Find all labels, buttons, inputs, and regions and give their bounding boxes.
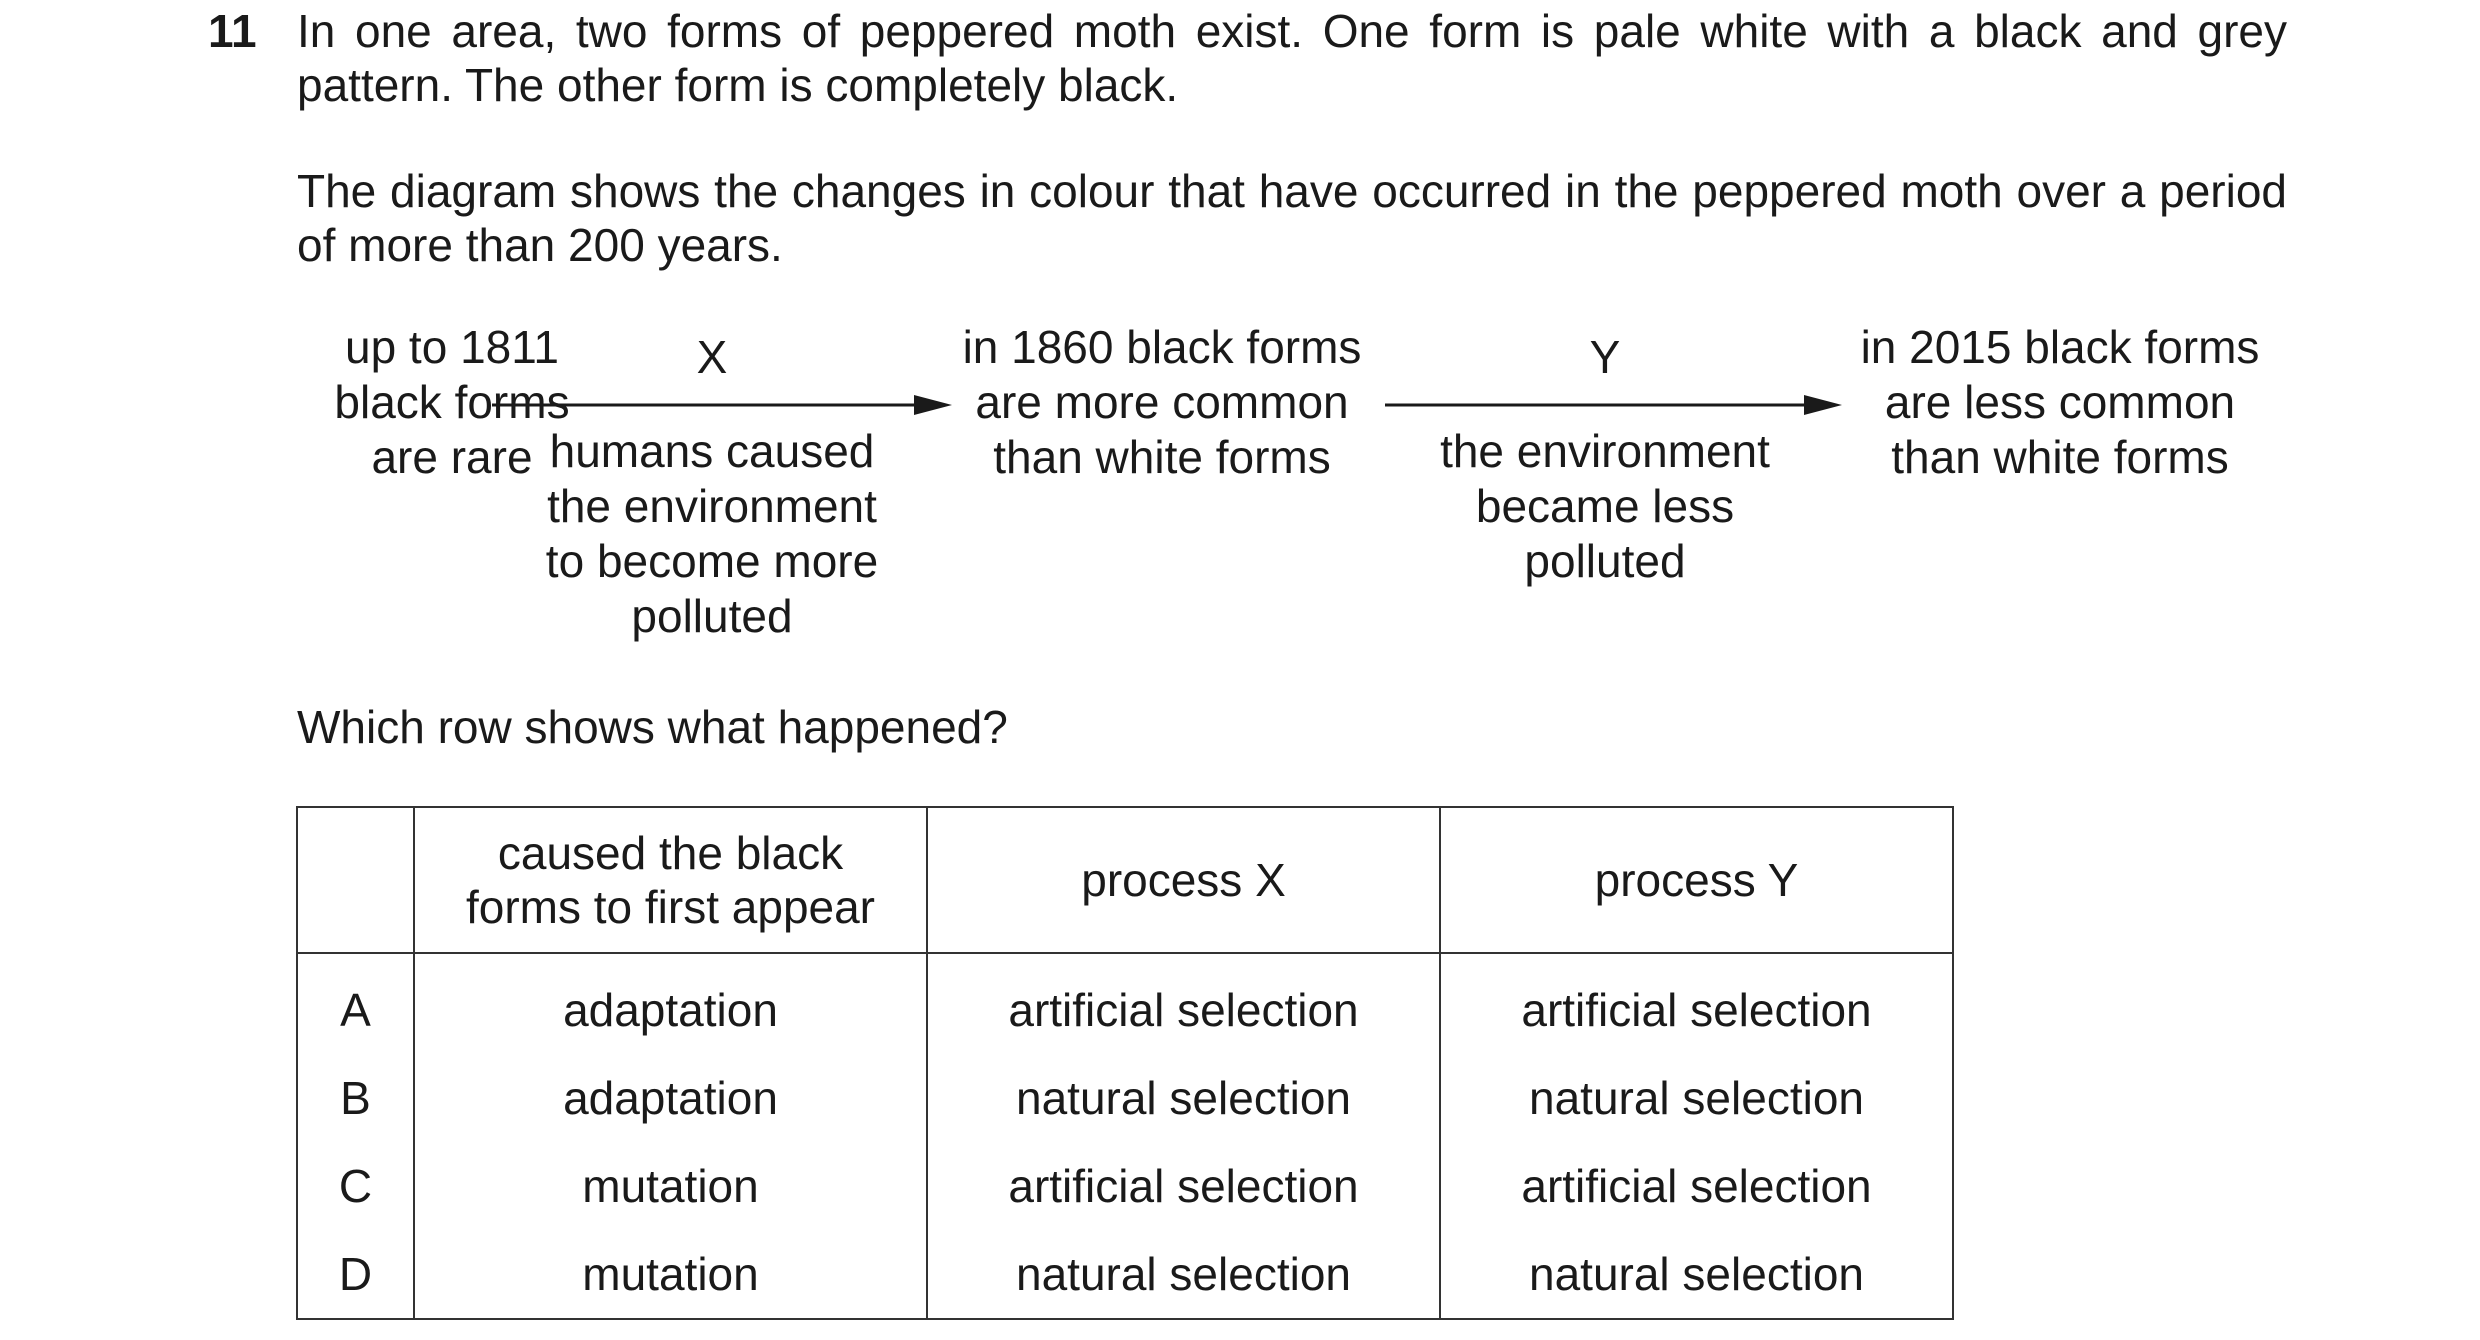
diagram-description-line-1: The diagram shows the changes in colour that have occurred in the peppered moth over a period [297,165,2287,217]
question-prompt: Which row shows what happened? [297,701,1008,753]
table-row [297,953,1953,1054]
intro-line-1: In one area, two forms of peppered moth exist. One form is pale white with a black and grey [297,5,2287,57]
arrow-x-caption-line-1: humans caused [549,425,875,477]
arrow-y-caption-line-2: became less [1475,480,1735,532]
stage-2015-line-2: are less common [1884,376,2236,428]
intro-line-2: pattern. The other form is completely black. [297,59,1179,111]
cell-process-y: artificial selection [1440,1142,1953,1230]
cell-cause: mutation [414,1230,927,1319]
cell-cause: adaptation [414,953,927,1054]
arrow-x-label: X [696,331,728,383]
header-cause [414,807,927,953]
arrow-y-caption-line-3: polluted [1524,535,1686,587]
header-cause-line-1: caused the black [497,827,844,879]
stage-1860-line-3: than white forms [993,431,1331,483]
header-process-y: process Y [1440,807,1953,953]
cell-process-x: artificial selection [927,953,1440,1054]
table-row [297,1054,1953,1142]
stage-1860-line-2: are more common [975,376,1349,428]
header-letter-cell [297,807,414,953]
arrow-y-label: Y [1589,331,1621,383]
row-letter: A [297,953,414,1054]
header-process-x: process X [927,807,1440,953]
cell-process-x: natural selection [927,1230,1440,1319]
diagram-description-line-2: of more than 200 years. [297,219,783,271]
cell-process-y: natural selection [1440,1054,1953,1142]
arrow-x [492,395,952,415]
arrow-x-caption-line-2: the environment [547,480,877,532]
cell-cause: mutation [414,1142,927,1230]
table-row [297,1230,1953,1319]
arrow-x-caption-line-4: polluted [631,590,793,642]
header-cause-line-2: forms to first appear [465,881,876,933]
cell-cause: adaptation [414,1054,927,1142]
question-number: 11 [208,5,257,57]
cell-process-y: natural selection [1440,1230,1953,1319]
stage-1811-line-2: black forms [334,376,570,428]
arrow-x-caption-line-3: to become more [545,535,879,587]
stage-1811-line-3: are rare [371,431,533,483]
row-letter: D [297,1230,414,1319]
row-letter: B [297,1054,414,1142]
stage-2015-line-3: than white forms [1891,431,2229,483]
row-letter: C [297,1142,414,1230]
arrow-y [1385,395,1842,415]
stage-1811-line-1: up to 1811 [344,321,559,373]
table-row [297,1142,1953,1230]
stage-2015-line-1: in 2015 black forms [1860,321,2260,373]
options-table [296,806,1954,1320]
cell-process-y: artificial selection [1440,953,1953,1054]
cell-process-x: natural selection [927,1054,1440,1142]
arrow-y-caption-line-1: the environment [1440,425,1770,477]
cell-process-x: artificial selection [927,1142,1440,1230]
stage-1860-line-1: in 1860 black forms [962,321,1362,373]
table-header-row [297,807,1953,953]
